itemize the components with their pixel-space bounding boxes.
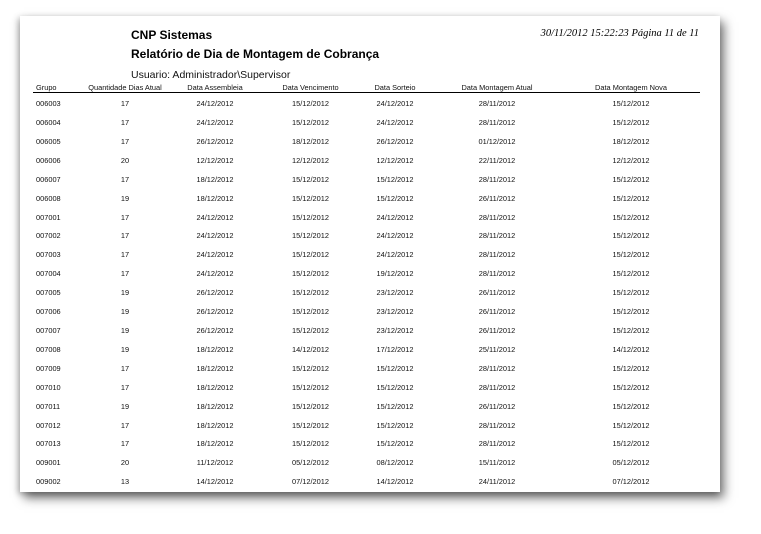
cell-data-montagem-nova: 15/12/2012 bbox=[612, 325, 650, 335]
table-row bbox=[33, 265, 700, 284]
cell-data-assembleia: 11/12/2012 bbox=[196, 458, 234, 468]
report-table bbox=[33, 82, 700, 492]
table-row bbox=[33, 379, 700, 398]
cell-data-sorteio: 23/12/2012 bbox=[376, 288, 414, 298]
cell-data-montagem-nova: 05/12/2012 bbox=[612, 458, 650, 468]
cell-data-vencimento: 15/12/2012 bbox=[292, 231, 329, 241]
cell-data-sorteio: 23/12/2012 bbox=[376, 307, 414, 317]
table-row bbox=[33, 473, 700, 492]
cell-quantidade-dias-atual: 19 bbox=[120, 288, 130, 298]
cell-data-montagem-atual: 26/11/2012 bbox=[478, 325, 516, 335]
table-body bbox=[33, 93, 700, 493]
column-header-grupo: Grupo bbox=[33, 82, 83, 93]
cell-data-montagem-atual: 28/11/2012 bbox=[478, 99, 516, 108]
cell-data-montagem-atual: 26/11/2012 bbox=[478, 193, 516, 203]
cell-data-montagem-nova: 12/12/2012 bbox=[612, 155, 650, 165]
cell-data-vencimento: 15/12/2012 bbox=[292, 269, 329, 279]
cell-data-assembleia: 14/12/2012 bbox=[196, 477, 234, 487]
table-row bbox=[33, 190, 700, 209]
cell-data-montagem-nova: 15/12/2012 bbox=[612, 231, 650, 241]
table-row bbox=[33, 435, 700, 454]
cell-data-montagem-atual: 25/11/2012 bbox=[478, 344, 516, 354]
cell-data-sorteio: 15/12/2012 bbox=[376, 174, 414, 184]
cell-data-montagem-atual: 26/11/2012 bbox=[478, 307, 516, 317]
cell-data-vencimento: 15/12/2012 bbox=[292, 420, 329, 430]
cell-data-montagem-atual: 28/11/2012 bbox=[478, 212, 516, 222]
cell-data-vencimento: 15/12/2012 bbox=[292, 99, 329, 108]
cell-grupo: 007009 bbox=[36, 363, 61, 373]
cell-grupo: 007010 bbox=[36, 382, 61, 392]
cell-data-montagem-nova: 15/12/2012 bbox=[612, 288, 650, 298]
cell-data-assembleia: 26/12/2012 bbox=[196, 307, 234, 317]
cell-data-sorteio: 24/12/2012 bbox=[376, 212, 414, 222]
cell-quantidade-dias-atual: 17 bbox=[120, 231, 130, 241]
cell-data-assembleia: 12/12/2012 bbox=[196, 155, 234, 165]
table-row bbox=[33, 341, 700, 360]
cell-data-assembleia: 18/12/2012 bbox=[196, 363, 234, 373]
cell-data-sorteio: 26/12/2012 bbox=[376, 136, 414, 146]
cell-data-vencimento: 05/12/2012 bbox=[292, 458, 329, 468]
cell-quantidade-dias-atual: 17 bbox=[120, 382, 130, 392]
cell-grupo: 007008 bbox=[36, 344, 61, 354]
table-row bbox=[33, 417, 700, 436]
cell-grupo: 009002 bbox=[36, 477, 61, 487]
cell-data-assembleia: 18/12/2012 bbox=[196, 401, 234, 411]
cell-grupo: 006007 bbox=[36, 174, 61, 184]
cell-data-montagem-atual: 28/11/2012 bbox=[478, 269, 516, 279]
cell-quantidade-dias-atual: 17 bbox=[120, 363, 130, 373]
column-header-data-vencimento: Data Vencimento bbox=[263, 82, 358, 93]
cell-data-vencimento: 15/12/2012 bbox=[292, 174, 329, 184]
cell-data-montagem-nova: 15/12/2012 bbox=[612, 118, 650, 127]
cell-grupo: 006004 bbox=[36, 118, 61, 127]
cell-data-assembleia: 18/12/2012 bbox=[196, 174, 234, 184]
cell-data-vencimento: 15/12/2012 bbox=[292, 382, 329, 392]
cell-grupo: 007011 bbox=[36, 401, 61, 411]
cell-data-assembleia: 18/12/2012 bbox=[196, 344, 234, 354]
cell-data-sorteio: 19/12/2012 bbox=[376, 269, 414, 279]
cell-grupo: 007006 bbox=[36, 307, 61, 317]
cell-grupo: 006005 bbox=[36, 136, 61, 146]
table-row bbox=[33, 322, 700, 341]
cell-quantidade-dias-atual: 13 bbox=[120, 477, 130, 487]
cell-data-montagem-atual: 24/11/2012 bbox=[478, 477, 516, 487]
cell-quantidade-dias-atual: 19 bbox=[120, 325, 130, 335]
table-header-row bbox=[33, 82, 700, 93]
cell-quantidade-dias-atual: 19 bbox=[120, 307, 130, 317]
cell-data-montagem-nova: 15/12/2012 bbox=[612, 307, 650, 317]
cell-data-montagem-nova: 15/12/2012 bbox=[612, 212, 650, 222]
cell-data-sorteio: 08/12/2012 bbox=[376, 458, 414, 468]
table-row bbox=[33, 227, 700, 246]
cell-data-assembleia: 18/12/2012 bbox=[196, 193, 234, 203]
cell-quantidade-dias-atual: 17 bbox=[120, 136, 130, 146]
cell-quantidade-dias-atual: 20 bbox=[120, 458, 130, 468]
cell-data-sorteio: 15/12/2012 bbox=[376, 401, 414, 411]
cell-data-assembleia: 24/12/2012 bbox=[196, 231, 234, 241]
cell-quantidade-dias-atual: 17 bbox=[120, 99, 130, 108]
cell-data-vencimento: 15/12/2012 bbox=[292, 401, 329, 411]
cell-grupo: 007013 bbox=[36, 439, 61, 449]
cell-data-montagem-nova: 15/12/2012 bbox=[612, 420, 650, 430]
cell-data-vencimento: 12/12/2012 bbox=[292, 155, 329, 165]
cell-quantidade-dias-atual: 19 bbox=[120, 193, 130, 203]
cell-data-sorteio: 17/12/2012 bbox=[376, 344, 414, 354]
cell-data-vencimento: 15/12/2012 bbox=[292, 212, 329, 222]
company-name: CNP Sistemas bbox=[131, 28, 213, 42]
cell-data-montagem-atual: 28/11/2012 bbox=[478, 420, 516, 430]
report-page bbox=[20, 16, 720, 492]
cell-data-assembleia: 18/12/2012 bbox=[196, 382, 234, 392]
cell-quantidade-dias-atual: 17 bbox=[120, 420, 130, 430]
cell-grupo: 007007 bbox=[36, 325, 61, 335]
cell-quantidade-dias-atual: 17 bbox=[120, 118, 130, 127]
cell-data-vencimento: 14/12/2012 bbox=[292, 344, 329, 354]
cell-data-vencimento: 15/12/2012 bbox=[292, 118, 329, 127]
cell-data-assembleia: 26/12/2012 bbox=[196, 136, 234, 146]
cell-quantidade-dias-atual: 17 bbox=[120, 174, 130, 184]
cell-quantidade-dias-atual: 17 bbox=[120, 212, 130, 222]
table-row bbox=[33, 246, 700, 265]
table-row bbox=[33, 398, 700, 417]
cell-grupo: 007001 bbox=[36, 212, 61, 222]
cell-quantidade-dias-atual: 17 bbox=[120, 439, 130, 449]
cell-data-sorteio: 15/12/2012 bbox=[376, 439, 414, 449]
cell-grupo: 007012 bbox=[36, 420, 61, 430]
cell-data-montagem-nova: 15/12/2012 bbox=[612, 250, 650, 260]
cell-data-vencimento: 15/12/2012 bbox=[292, 363, 329, 373]
cell-data-montagem-nova: 18/12/2012 bbox=[612, 136, 650, 146]
cell-grupo: 009001 bbox=[36, 458, 61, 468]
table-row bbox=[33, 454, 700, 473]
cell-data-assembleia: 26/12/2012 bbox=[196, 325, 234, 335]
cell-data-montagem-atual: 28/11/2012 bbox=[478, 439, 516, 449]
cell-data-montagem-nova: 14/12/2012 bbox=[612, 344, 650, 354]
cell-data-sorteio: 24/12/2012 bbox=[376, 231, 414, 241]
cell-data-assembleia: 24/12/2012 bbox=[196, 269, 234, 279]
cell-data-montagem-nova: 15/12/2012 bbox=[612, 193, 650, 203]
table-row bbox=[33, 114, 700, 133]
cell-data-assembleia: 18/12/2012 bbox=[196, 439, 234, 449]
cell-data-sorteio: 15/12/2012 bbox=[376, 382, 414, 392]
cell-data-vencimento: 15/12/2012 bbox=[292, 439, 329, 449]
cell-data-vencimento: 15/12/2012 bbox=[292, 288, 329, 298]
table-row bbox=[33, 284, 700, 303]
cell-data-sorteio: 23/12/2012 bbox=[376, 325, 414, 335]
table-row bbox=[33, 360, 700, 379]
column-header-data-assembleia: Data Assembleia bbox=[167, 82, 263, 93]
cell-data-montagem-atual: 01/12/2012 bbox=[478, 136, 516, 146]
cell-data-sorteio: 15/12/2012 bbox=[376, 420, 414, 430]
cell-data-assembleia: 18/12/2012 bbox=[196, 420, 234, 430]
report-meta bbox=[541, 28, 699, 39]
column-header-quantidade-dias-atual: Quantidade Dias Atual bbox=[83, 82, 167, 93]
table-row bbox=[33, 93, 700, 115]
table-row bbox=[33, 303, 700, 322]
cell-data-montagem-nova: 15/12/2012 bbox=[612, 99, 650, 108]
cell-quantidade-dias-atual: 20 bbox=[120, 155, 130, 165]
cell-data-montagem-atual: 28/11/2012 bbox=[478, 382, 516, 392]
table-row bbox=[33, 152, 700, 171]
cell-data-assembleia: 26/12/2012 bbox=[196, 288, 234, 298]
cell-grupo: 006006 bbox=[36, 155, 61, 165]
cell-data-montagem-atual: 22/11/2012 bbox=[478, 155, 516, 165]
cell-data-sorteio: 24/12/2012 bbox=[376, 99, 414, 108]
cell-grupo: 006008 bbox=[36, 193, 61, 203]
cell-data-montagem-atual: 28/11/2012 bbox=[478, 250, 516, 260]
report-user: Usuario: Administrador\Supervisor bbox=[131, 69, 291, 81]
cell-data-vencimento: 15/12/2012 bbox=[292, 325, 329, 335]
cell-data-montagem-nova: 07/12/2012 bbox=[612, 477, 650, 487]
cell-grupo: 006003 bbox=[36, 99, 61, 108]
cell-grupo: 007004 bbox=[36, 269, 61, 279]
cell-data-montagem-atual: 28/11/2012 bbox=[478, 174, 516, 184]
cell-data-montagem-nova: 15/12/2012 bbox=[612, 439, 650, 449]
cell-data-montagem-atual: 28/11/2012 bbox=[478, 118, 516, 127]
cell-data-sorteio: 15/12/2012 bbox=[376, 363, 414, 373]
cell-data-assembleia: 24/12/2012 bbox=[196, 250, 234, 260]
cell-data-montagem-nova: 15/12/2012 bbox=[612, 269, 650, 279]
cell-data-montagem-nova: 15/12/2012 bbox=[612, 401, 650, 411]
cell-data-montagem-atual: 28/11/2012 bbox=[478, 231, 516, 241]
column-header-data-montagem-atual: Data Montagem Atual bbox=[432, 82, 562, 93]
cell-quantidade-dias-atual: 19 bbox=[120, 401, 130, 411]
report-datetime: 30/11/2012 15:22:23 bbox=[540, 28, 629, 39]
cell-quantidade-dias-atual: 17 bbox=[120, 250, 130, 260]
cell-quantidade-dias-atual: 19 bbox=[120, 344, 130, 354]
cell-grupo: 007003 bbox=[36, 250, 61, 260]
cell-grupo: 007005 bbox=[36, 288, 61, 298]
cell-data-sorteio: 14/12/2012 bbox=[376, 477, 414, 487]
cell-data-vencimento: 15/12/2012 bbox=[292, 193, 329, 203]
cell-data-vencimento: 07/12/2012 bbox=[292, 477, 329, 487]
cell-data-vencimento: 15/12/2012 bbox=[292, 250, 329, 260]
cell-data-montagem-atual: 26/11/2012 bbox=[478, 401, 516, 411]
cell-data-vencimento: 18/12/2012 bbox=[292, 136, 329, 146]
column-header-data-sorteio: Data Sorteio bbox=[358, 82, 432, 93]
table-row bbox=[33, 133, 700, 152]
page-number: Página 11 de 11 bbox=[631, 28, 699, 39]
column-header-data-montagem-nova: Data Montagem Nova bbox=[562, 82, 700, 93]
cell-data-assembleia: 24/12/2012 bbox=[196, 99, 234, 108]
table-row bbox=[33, 209, 700, 228]
cell-data-montagem-atual: 28/11/2012 bbox=[478, 363, 516, 373]
cell-data-sorteio: 15/12/2012 bbox=[376, 193, 414, 203]
cell-data-vencimento: 15/12/2012 bbox=[292, 307, 329, 317]
cell-data-montagem-nova: 15/12/2012 bbox=[612, 174, 650, 184]
cell-data-sorteio: 24/12/2012 bbox=[376, 250, 414, 260]
cell-data-assembleia: 24/12/2012 bbox=[196, 118, 234, 127]
cell-data-montagem-nova: 15/12/2012 bbox=[612, 363, 650, 373]
cell-data-montagem-atual: 26/11/2012 bbox=[478, 288, 516, 298]
report-title: Relatório de Dia de Montagem de Cobrança bbox=[131, 47, 380, 61]
cell-data-montagem-atual: 15/11/2012 bbox=[478, 458, 516, 468]
cell-data-montagem-nova: 15/12/2012 bbox=[612, 382, 650, 392]
cell-data-sorteio: 12/12/2012 bbox=[376, 155, 414, 165]
table-row bbox=[33, 171, 700, 190]
cell-quantidade-dias-atual: 17 bbox=[120, 269, 130, 279]
cell-grupo: 007002 bbox=[36, 231, 61, 241]
cell-data-sorteio: 24/12/2012 bbox=[376, 118, 414, 127]
cell-data-assembleia: 24/12/2012 bbox=[196, 212, 234, 222]
